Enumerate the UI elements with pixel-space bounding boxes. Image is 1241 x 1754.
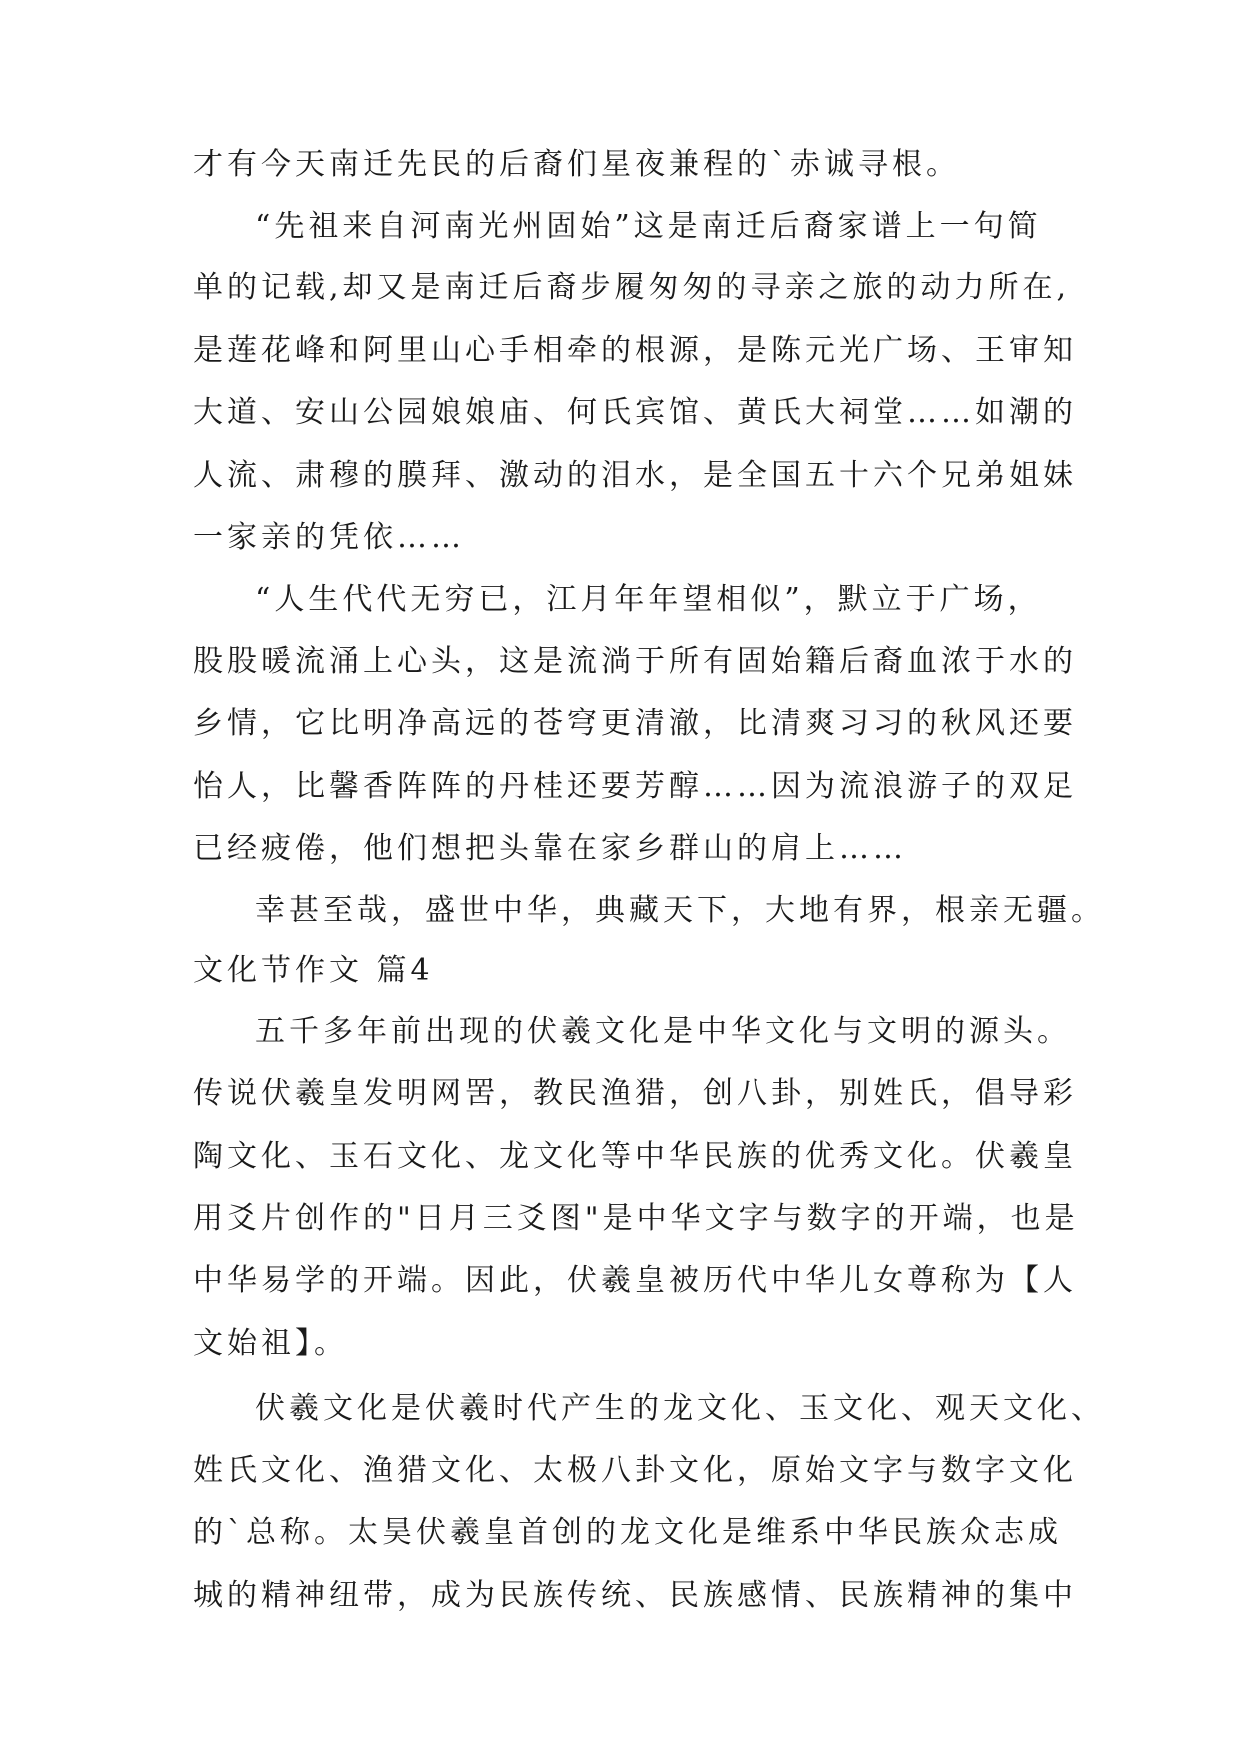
text-line: 幸甚至哉，盛世中华，典藏天下，大地有界，根亲无疆。	[255, 893, 1105, 928]
text-line: 怡人，比馨香阵阵的丹桂还要芳醇……因为流浪游子的双足	[193, 769, 1077, 804]
text-line: “先祖来自河南光州固始”这是南迁后裔家谱上一句简	[255, 209, 1042, 244]
text-line: 文始祖】。	[193, 1326, 348, 1361]
text-line: 城的精神纽带，成为民族传统、民族感情、民族精神的集中	[193, 1578, 1077, 1613]
text-line: 大道、安山公园娘娘庙、何氏宾馆、黄氏大祠堂……如潮的	[193, 395, 1077, 430]
text-line: 伏羲文化是伏羲时代产生的龙文化、玉文化、观天文化、	[255, 1391, 1105, 1426]
text-line: 中华易学的开端。因此，伏羲皇被历代中华儿女尊称为【人	[193, 1263, 1077, 1298]
text-line: 陶文化、玉石文化、龙文化等中华民族的优秀文化。伏羲皇	[193, 1139, 1077, 1174]
text-line: 单的记载,却又是南迁后裔步履匆匆的寻亲之旅的动力所在,	[193, 270, 1071, 305]
text-line: 才有今天南迁先民的后裔们星夜兼程的`赤诚寻根。	[193, 147, 960, 182]
text-line: “人生代代无穷已，江月年年望相似”，默立于广场，	[255, 582, 1042, 617]
text-line: 姓氏文化、渔猎文化、太极八卦文化，原始文字与数字文化	[193, 1453, 1077, 1488]
text-line: 是莲花峰和阿里山心手相牵的根源，是陈元光广场、王审知	[193, 333, 1077, 368]
text-line: 五千多年前出现的伏羲文化是中华文化与文明的源头。	[255, 1014, 1071, 1049]
section-heading: 文化节作文 篇4	[193, 953, 434, 988]
text-line: 传说伏羲皇发明网罟，教民渔猎，创八卦，别姓氏，倡导彩	[193, 1076, 1077, 1111]
text-line: 乡情，它比明净高远的苍穹更清澈，比清爽习习的秋风还要	[193, 706, 1077, 741]
text-line: 用爻片创作的"日月三爻图"是中华文字与数字的开端，也是	[193, 1201, 1079, 1236]
text-line: 股股暖流涌上心头，这是流淌于所有固始籍后裔血浓于水的	[193, 644, 1077, 679]
text-line: 一家亲的凭依……	[193, 520, 465, 555]
text-line: 已经疲倦，他们想把头靠在家乡群山的肩上……	[193, 831, 907, 866]
text-line: 的`总称。太昊伏羲皇首创的龙文化是维系中华民族众志成	[193, 1515, 1062, 1550]
text-line: 人流、肃穆的膜拜、激动的泪水，是全国五十六个兄弟姐妹	[193, 458, 1077, 493]
